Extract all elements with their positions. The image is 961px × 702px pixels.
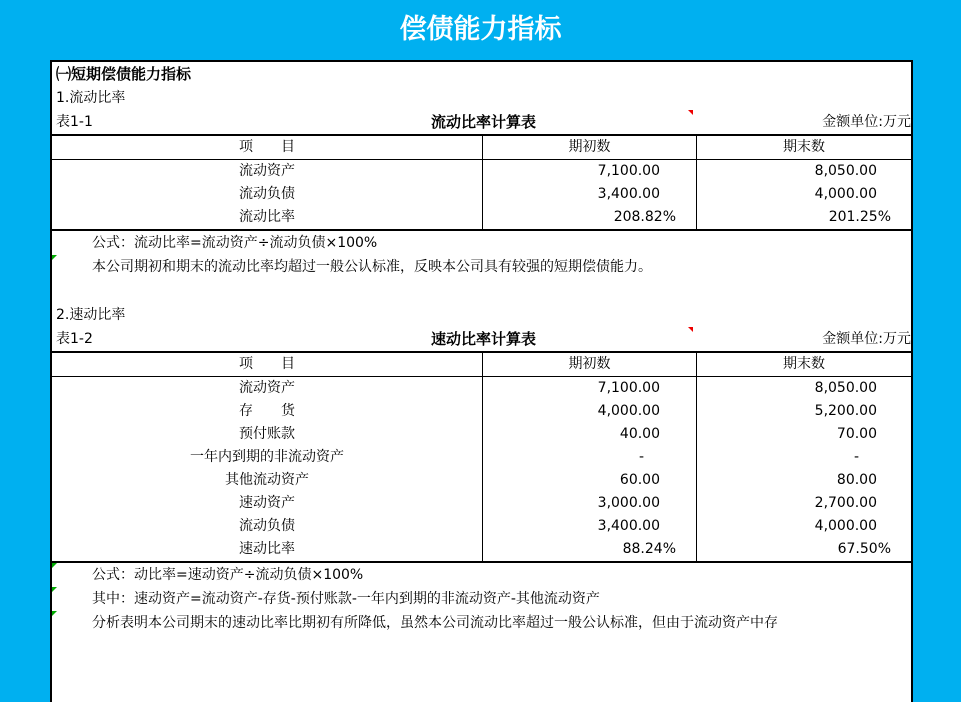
cell-marker-icon (52, 611, 57, 616)
table-number: 表1-2 (56, 331, 93, 347)
cell-begin[interactable]: 3,400.00 (483, 183, 697, 206)
section-heading: ㈠短期偿债能力指标 (56, 65, 192, 83)
header-begin: 期初数 (483, 352, 697, 377)
table-caption (52, 327, 911, 351)
cell-end[interactable]: 8,050.00 (697, 377, 912, 401)
analysis-note (52, 255, 911, 279)
cell-end[interactable]: 5,200.00 (697, 400, 912, 423)
cell-item[interactable]: 流动资产 (239, 163, 295, 179)
page-title: 偿债能力指标 (399, 14, 562, 45)
table-row (52, 160, 911, 184)
cell-begin[interactable]: 7,100.00 (483, 377, 697, 401)
header-begin: 期初数 (483, 135, 697, 160)
cell-item[interactable]: 预付账款 (239, 426, 295, 442)
blank-row (52, 279, 911, 303)
table-row (52, 183, 911, 206)
cell-begin[interactable]: 60.00 (483, 469, 697, 492)
table-row (52, 423, 911, 446)
cell-begin[interactable]: 88.24% (483, 538, 697, 562)
cell-item[interactable]: 存 货 (239, 403, 295, 419)
cell-end[interactable]: 2,700.00 (697, 492, 912, 515)
analysis-note (52, 611, 911, 635)
header-item: 项 目 (52, 352, 483, 377)
note-text: 公式：动比率=速动资产÷流动负债×100% (92, 567, 364, 583)
note-text: 其中：速动资产=流动资产-存货-预付账款-一年内到期的非流动资产-其他流动资产 (92, 591, 600, 607)
table-row (52, 377, 911, 401)
table-header-row (52, 352, 911, 377)
table-title: 速动比率计算表 (430, 330, 536, 348)
cell-item[interactable]: 流动负债 (239, 518, 295, 534)
quick-ratio-table (52, 351, 911, 563)
unit-label: 金额单位:万元 (822, 114, 911, 130)
cell-end[interactable]: 80.00 (697, 469, 912, 492)
note-text: 本公司期初和期末的流动比率均超过一般公认标准，反映本公司具有较强的短期偿债能力。 (92, 259, 652, 275)
table-header-row (52, 135, 911, 160)
cell-marker-icon (52, 563, 57, 568)
cell-begin[interactable]: - (483, 446, 697, 469)
cell-begin[interactable]: 40.00 (483, 423, 697, 446)
formula-note (52, 231, 911, 255)
table-row (52, 469, 911, 492)
cell-end[interactable]: 4,000.00 (697, 183, 912, 206)
cell-item[interactable]: 速动资产 (239, 495, 295, 511)
definition-note (52, 587, 911, 611)
header-end: 期末数 (697, 352, 912, 377)
cell-marker-icon (52, 255, 57, 260)
current-ratio-table (52, 134, 911, 231)
cell-item[interactable]: 一年内到期的非流动资产 (190, 449, 344, 465)
note-text: 分析表明本公司期末的速动比率比期初有所降低，虽然本公司流动比率超过一般公认标准，但由于流动资产中存 (92, 615, 778, 631)
cell-end[interactable]: 4,000.00 (697, 515, 912, 538)
cell-end[interactable]: 8,050.00 (697, 160, 912, 184)
cell-begin[interactable]: 4,000.00 (483, 400, 697, 423)
note-text: 公式：流动比率=流动资产÷流动负债×100% (92, 235, 378, 251)
table-row (52, 515, 911, 538)
quick-ratio-heading: 2.速动比率 (56, 307, 126, 323)
header-end: 期末数 (697, 135, 912, 160)
table-number: 表1-1 (56, 114, 93, 130)
cell-item[interactable]: 流动比率 (239, 209, 295, 225)
cell-marker-icon (52, 587, 57, 592)
table-row (52, 400, 911, 423)
spreadsheet (50, 60, 913, 702)
cell-item[interactable]: 其他流动资产 (225, 472, 309, 488)
cell-end[interactable]: 201.25% (697, 206, 912, 230)
cell-begin[interactable]: 208.82% (483, 206, 697, 230)
cell-end[interactable]: 70.00 (697, 423, 912, 446)
unit-label: 金额单位:万元 (822, 331, 911, 347)
table-row (52, 538, 911, 562)
current-ratio-heading: 1.流动比率 (56, 90, 126, 106)
header-item: 项 目 (52, 135, 483, 160)
comment-marker-icon[interactable] (688, 327, 693, 332)
cell-item[interactable]: 流动负债 (239, 186, 295, 202)
cell-begin[interactable]: 7,100.00 (483, 160, 697, 184)
cell-item[interactable]: 流动资产 (239, 380, 295, 396)
cell-end[interactable]: 67.50% (697, 538, 912, 562)
cell-end[interactable]: - (697, 446, 912, 469)
table-title: 流动比率计算表 (430, 113, 536, 131)
table-row (52, 206, 911, 230)
comment-marker-icon[interactable] (688, 110, 693, 115)
table-row (52, 492, 911, 515)
cell-begin[interactable]: 3,000.00 (483, 492, 697, 515)
table-caption (52, 110, 911, 134)
cell-begin[interactable]: 3,400.00 (483, 515, 697, 538)
cell-item[interactable]: 速动比率 (239, 541, 295, 557)
formula-note (52, 563, 911, 587)
table-row (52, 446, 911, 469)
